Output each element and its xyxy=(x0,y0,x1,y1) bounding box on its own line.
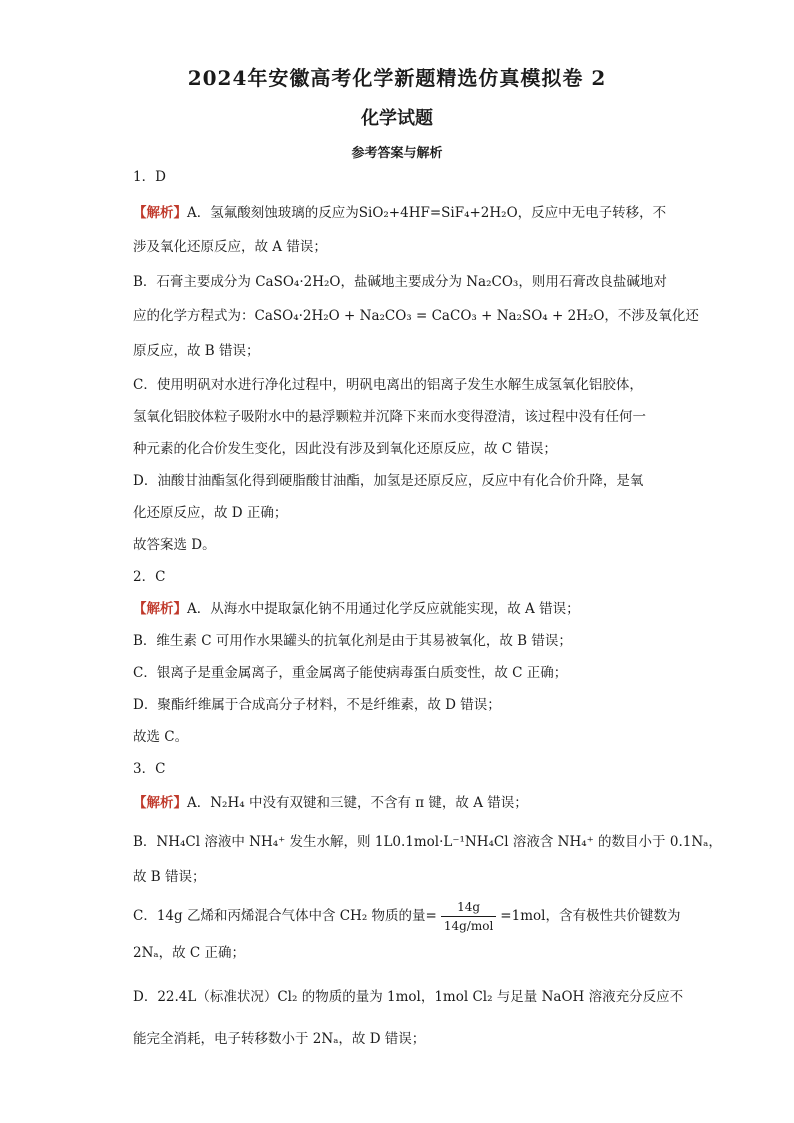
fraction xyxy=(441,900,496,933)
q3-line-4 xyxy=(133,900,681,933)
answer-1: 1．D xyxy=(133,169,166,185)
q1-line-9: D．油酸甘油酯氢化得到硬脂酸甘油酯，加氢是还原反应，反应中有化合价升降，是氧 xyxy=(133,473,644,489)
q1-line-1-text: A．氢氟酸刻蚀玻璃的反应为SiO₂+4HF=SiF₄+2H₂O，反应中无电子转移，不 xyxy=(187,205,667,221)
answer-2: 2．C xyxy=(133,569,166,585)
q1-line-2: 涉及氧化还原反应，故 A 错误； xyxy=(133,239,327,255)
q3-line-5: 2Nₐ，故 C 正确； xyxy=(133,945,246,961)
q2-line-4: D．聚酯纤维属于合成高分子材料，不是纤维素，故 D 错误； xyxy=(133,697,501,713)
q1-line-10: 化还原反应，故 D 正确； xyxy=(133,505,288,521)
q1-line-1 xyxy=(133,204,667,222)
q1-conclusion: 故答案选 D。 xyxy=(133,537,216,553)
fraction-denominator: 14g/mol xyxy=(443,919,494,933)
page-title: 2024年安徽高考化学新题精选仿真模拟卷 2 xyxy=(187,66,607,90)
q1-line-5: 原反应，故 B 错误； xyxy=(133,343,260,359)
q2-line-3: C．银离子是重金属离子，重金属离子能使病毒蛋白质变性，故 C 正确； xyxy=(133,665,568,681)
analysis-tag: 【解析】 xyxy=(133,795,187,811)
q2-line-1-text: A．从海水中提取氯化钠不用通过化学反应就能实现，故 A 错误； xyxy=(187,601,580,617)
q1-line-7: 氢氧化铝胶体粒子吸附水中的悬浮颗粒并沉降下来而水变得澄清，该过程中没有任何一 xyxy=(133,409,646,425)
q1-line-4: 应的化学方程式为：CaSO₄·2H₂O + Na₂CO₃ = CaCO₃ + Na₂SO₄ + 2H₂O，不涉及氧化还 xyxy=(133,308,699,324)
q2-line-2: B．维生素 C 可用作水果罐头的抗氧化剂是由于其易被氧化，故 B 错误； xyxy=(133,633,572,649)
q2-conclusion: 故选 C。 xyxy=(133,729,189,745)
q3-line-1-text: A．N₂H₄ 中没有双键和三键，不含有 π 键，故 A 错误； xyxy=(187,795,528,811)
analysis-tag: 【解析】 xyxy=(133,205,187,221)
q1-line-3: B．石膏主要成分为 CaSO₄·2H₂O，盐碱地主要成分为 Na₂CO₃，则用石膏改良盐碱地对 xyxy=(133,274,667,290)
page-subtitle: 化学试题 xyxy=(361,108,433,129)
q3-line-1 xyxy=(133,794,663,812)
q3-line-7: 能完全消耗，电子转移数小于 2Nₐ，故 D 错误； xyxy=(133,1031,426,1047)
q3-line-2: B．NH₄Cl 溶液中 NH₄⁺ 发生水解，则 1L0.1mol·L⁻¹NH₄Cl 溶液含 NH₄⁺ 的数目小于 0.1Nₐ， xyxy=(133,834,722,850)
analysis-tag: 【解析】 xyxy=(133,601,187,617)
q1-line-6: C．使用明矾对水进行净化过程中，明矾电离出的铝离子发生水解生成氢氧化铝胶体， xyxy=(133,377,643,393)
answer-3: 3．C xyxy=(133,761,166,777)
q3-line-4-rest: =1mol，含有极性共价键数为 xyxy=(500,908,681,924)
q3-line-4-text: C．14g 乙烯和丙烯混合气体中含 CH₂ 物质的量= xyxy=(133,908,437,924)
q2-line-1 xyxy=(133,600,663,618)
q1-line-8: 种元素的化合价发生变化，因此没有涉及到氧化还原反应，故 C 错误； xyxy=(133,441,557,457)
q3-line-3: 故 B 错误； xyxy=(133,869,206,885)
fraction-numerator: 14g xyxy=(441,900,496,917)
section-heading: 参考答案与解析 xyxy=(351,146,443,161)
q3-line-6: D．22.4L（标准状况）Cl₂ 的物质的量为 1mol，1mol Cl₂ 与足量 NaOH 溶液充分反应不 xyxy=(133,989,684,1005)
